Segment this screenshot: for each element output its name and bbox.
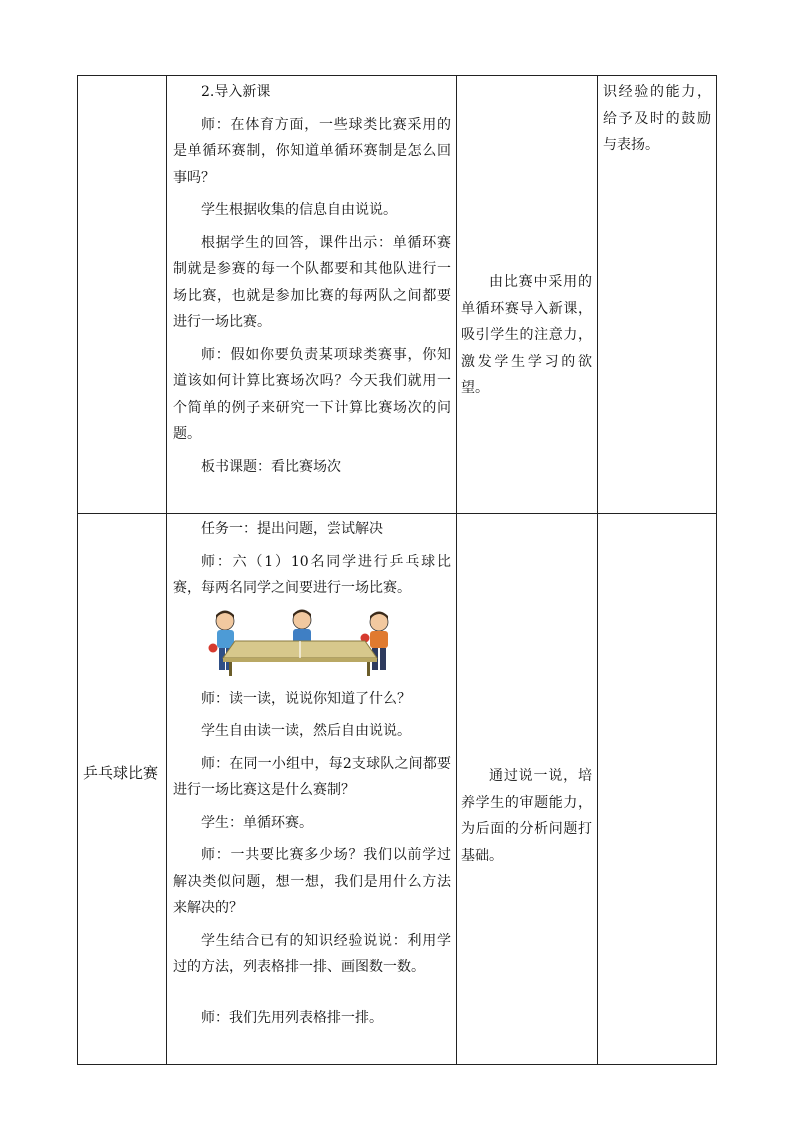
row2-content-cell <box>173 516 451 1037</box>
paragraph: 师：一共要比赛多少场？我们以前学过解决类似问题，想一想，我们是用什么方法来解决的？ <box>173 847 451 916</box>
row1-content-cell <box>173 79 451 486</box>
table-border-right <box>716 75 717 1065</box>
row2-intent-cell <box>461 763 592 875</box>
paragraph: 板书课题：看比赛场次 <box>201 458 341 475</box>
design-intent-text: 由比赛中采用的单循环赛导入新课，吸引学生的注意力，激发学生学习的欲望。 <box>461 274 592 396</box>
column-divider-3 <box>597 75 598 1065</box>
row1-intent-cell <box>461 269 592 408</box>
section-title: 乒乓球比赛 <box>83 764 159 782</box>
table-border-top <box>77 75 717 76</box>
row2-section-cell <box>83 759 163 793</box>
section-heading: 2.导入新课 <box>201 84 271 100</box>
row-divider <box>77 513 717 514</box>
row1-evaluation-cell <box>603 79 711 165</box>
paragraph: 任务一：提出问题，尝试解决 <box>201 521 383 537</box>
ping-pong-illustration <box>207 608 397 678</box>
paragraph: 学生结合已有的知识经验说说：利用学过的方法，列表格排一排、画图数一数。 <box>173 932 451 975</box>
column-divider-2 <box>456 75 457 1065</box>
design-intent-text: 通过说一说，培养学生的审题能力，为后面的分析问题打基础。 <box>461 768 592 864</box>
paragraph: 师：在体育方面，一些球类比赛采用的是单循环赛制，你知道单循环赛制是怎么回事吗？ <box>173 116 451 186</box>
table-border-bottom <box>77 1064 717 1065</box>
column-divider-1 <box>166 75 167 1065</box>
paragraph: 学生自由读一读，然后自由说说。 <box>201 723 411 739</box>
paragraph: 师：在同一小组中，每2支球队之间都要进行一场比赛这是什么赛制？ <box>173 755 451 798</box>
lesson-plan-table <box>77 75 717 1065</box>
table-border-left <box>77 75 78 1065</box>
paragraph: 学生：单循环赛。 <box>201 814 313 831</box>
row2-evaluation-cell <box>603 516 711 522</box>
paragraph: 师：读一读，说说你知道了什么？ <box>201 690 411 707</box>
paragraph: 师：假如你要负责某项球类赛事，你知道该如何计算比赛场次吗？今天我们就用一个简单的例子来研究一下计算比赛场次的问题。 <box>173 346 451 442</box>
paragraph: 师：我们先用列表格排一排。 <box>201 1009 383 1026</box>
paragraph: 学生根据收集的信息自由说说。 <box>201 202 397 218</box>
paragraph: 师：六（1）10名同学进行乒乓球比赛，每两名同学之间要进行一场比赛。 <box>173 553 451 596</box>
evaluation-text: 识经验的能力，给予及时的鼓励与表扬。 <box>603 84 711 153</box>
paragraph: 根据学生的回答，课件出示：单循环赛制就是参赛的每一个队都要和其他队进行一场比赛，也就是参加比赛的每两队之间都要进行一场比赛。 <box>173 234 451 330</box>
